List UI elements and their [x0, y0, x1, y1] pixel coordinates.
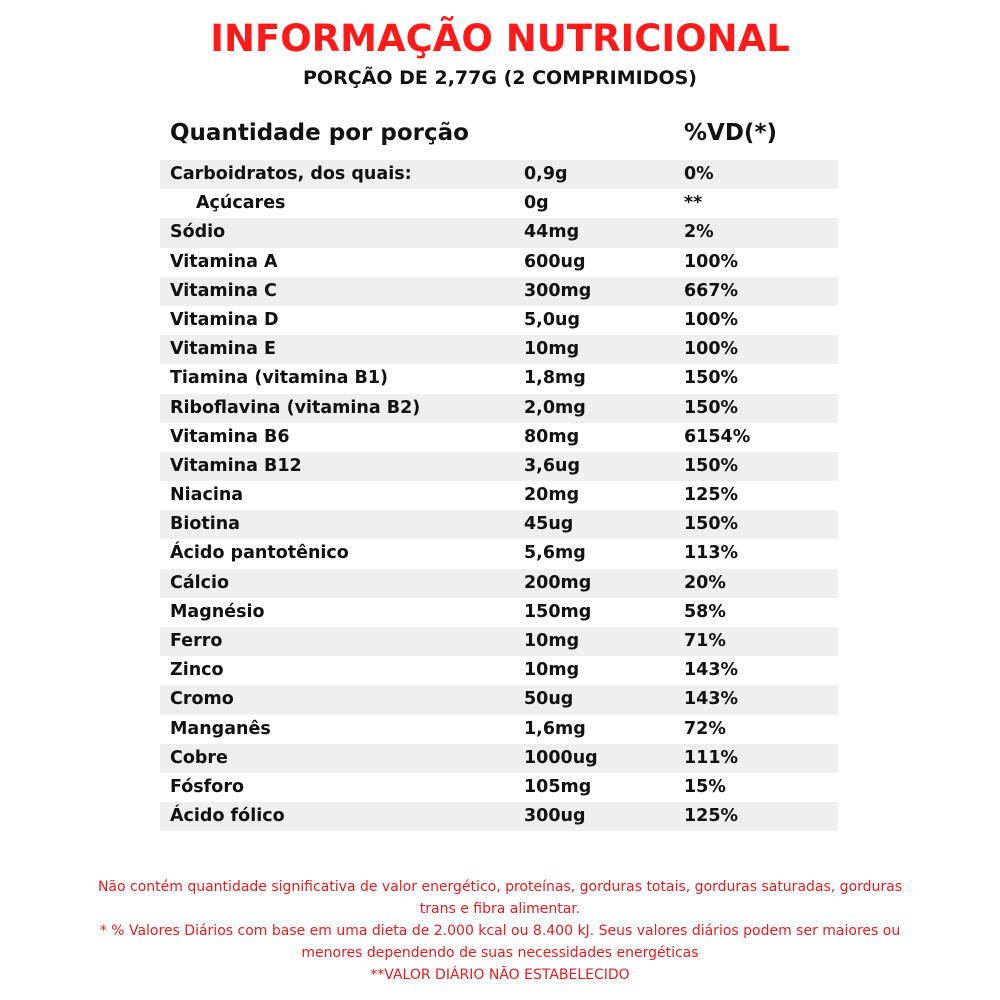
- nutrient-amount: 3,6ug: [524, 455, 580, 476]
- table-row: [160, 277, 838, 306]
- nutrient-amount: 150mg: [524, 601, 592, 622]
- table-row: [160, 598, 838, 627]
- table-row: [160, 160, 838, 189]
- table-row: [160, 335, 838, 364]
- nutrient-vd: 143%: [684, 689, 739, 710]
- nutrient-amount: 600ug: [524, 251, 586, 272]
- nutrient-vd: 58%: [684, 601, 726, 622]
- nutrient-name: Riboflavina (vitamina B2): [170, 397, 421, 418]
- nutrient-amount: 1,6mg: [524, 718, 586, 739]
- nutrient-name: Cobre: [170, 747, 228, 768]
- nutrition-table: [160, 160, 838, 831]
- serving-size-subtitle: PORÇÃO DE 2,77G (2 COMPRIMIDOS): [303, 67, 697, 89]
- nutrient-name: Zinco: [170, 660, 224, 681]
- nutrient-vd: 71%: [684, 631, 726, 651]
- table-row: [160, 656, 838, 685]
- nutrient-amount: 300mg: [524, 280, 592, 301]
- nutrient-amount: 45ug: [524, 514, 574, 535]
- nutrient-name: Carboidratos, dos quais:: [170, 164, 412, 184]
- nutrient-vd: 125%: [684, 806, 739, 827]
- nutrient-vd: 0%: [684, 164, 714, 184]
- nutrient-name: Fósforo: [170, 776, 244, 797]
- footnote-line: Não contém quantidade significativa de valor energético, proteínas, gorduras totais, gorduras saturadas, gorduras: [97, 879, 903, 895]
- nutrient-amount: 80mg: [524, 426, 580, 447]
- table-row: [160, 481, 838, 510]
- table-row: [160, 744, 838, 773]
- nutrient-amount: 5,6mg: [524, 543, 586, 564]
- table-row: [160, 248, 838, 277]
- nutrient-name: Niacina: [170, 485, 244, 506]
- nutrient-amount: 1000ug: [524, 747, 598, 768]
- table-row: [160, 394, 838, 423]
- column-header-quantity: Quantidade por porção: [170, 120, 469, 146]
- nutrient-vd: 125%: [684, 485, 739, 506]
- nutrient-amount: 10mg: [524, 660, 580, 681]
- nutrient-vd: 150%: [684, 455, 739, 476]
- nutrient-vd: 667%: [684, 280, 739, 301]
- nutrient-amount: 10mg: [524, 631, 580, 651]
- footnotes: [60, 876, 940, 986]
- nutrient-vd: 150%: [684, 514, 739, 535]
- table-header: [170, 116, 830, 156]
- nutrient-name: Vitamina E: [170, 339, 276, 360]
- nutrient-name: Manganês: [170, 718, 271, 739]
- nutrient-amount: 2,0mg: [524, 397, 586, 418]
- nutrient-name: Vitamina D: [170, 309, 279, 330]
- footnote-line: **VALOR DIÁRIO NÃO ESTABELECIDO: [370, 967, 630, 983]
- footnote-line: trans e fibra alimentar.: [419, 901, 581, 917]
- nutrient-amount: 20mg: [524, 485, 580, 506]
- nutrient-vd: 15%: [684, 776, 726, 797]
- column-header-vd: %VD(*): [684, 120, 777, 146]
- nutrient-name: Vitamina B12: [170, 455, 302, 476]
- nutrient-amount: 0g: [524, 193, 549, 214]
- table-row: [160, 685, 838, 714]
- nutrient-name: Ácido pantotênico: [170, 543, 349, 564]
- nutrient-name: Vitamina B6: [170, 426, 290, 447]
- nutrient-amount: 44mg: [524, 222, 580, 243]
- table-row: [160, 802, 838, 831]
- nutrient-vd: 111%: [684, 747, 739, 768]
- nutrient-name: Ácido fólico: [170, 806, 285, 827]
- nutrient-amount: 5,0ug: [524, 309, 580, 330]
- nutrient-amount: 0,9g: [524, 164, 568, 184]
- table-row: [160, 539, 838, 568]
- nutrient-name: Sódio: [170, 222, 226, 243]
- nutrient-amount: 50ug: [524, 689, 574, 710]
- nutrient-vd: 72%: [684, 718, 726, 739]
- table-row: [160, 189, 838, 218]
- nutrient-amount: 1,8mg: [524, 368, 586, 389]
- nutrient-vd: 6154%: [684, 426, 751, 447]
- nutrient-amount: 200mg: [524, 572, 592, 593]
- table-row: [160, 306, 838, 335]
- nutrient-vd: **: [684, 193, 703, 214]
- nutrient-vd: 113%: [684, 543, 739, 564]
- nutrient-name: Ferro: [170, 631, 223, 651]
- table-row: [160, 510, 838, 539]
- table-row: [160, 452, 838, 481]
- nutrient-name: Açúcares: [196, 193, 286, 214]
- table-row: [160, 627, 838, 656]
- nutrient-vd: 20%: [684, 572, 726, 593]
- table-row: [160, 569, 838, 598]
- table-row: [160, 423, 838, 452]
- nutrient-name: Magnésio: [170, 601, 265, 622]
- table-row: [160, 218, 838, 247]
- nutrient-amount: 300ug: [524, 806, 586, 827]
- nutrient-name: Biotina: [170, 514, 240, 535]
- nutrient-vd: 150%: [684, 368, 739, 389]
- footnote-line: menores dependendo de suas necessidades energéticas: [301, 945, 699, 961]
- page-title: INFORMAÇÃO NUTRICIONAL: [210, 17, 790, 60]
- nutrient-vd: 100%: [684, 339, 739, 360]
- nutrient-name: Cálcio: [170, 572, 230, 593]
- nutrient-vd: 100%: [684, 251, 739, 272]
- nutrient-amount: 105mg: [524, 776, 592, 797]
- nutrient-name: Vitamina C: [170, 280, 277, 301]
- footnote-line: * % Valores Diários com base em uma dieta de 2.000 kcal ou 8.400 kJ. Seus valores diários podem ser maiores ou: [99, 923, 901, 939]
- nutrient-vd: 150%: [684, 397, 739, 418]
- nutrient-vd: 100%: [684, 309, 739, 330]
- nutrient-amount: 10mg: [524, 339, 580, 360]
- nutrient-vd: 2%: [684, 222, 714, 243]
- table-row: [160, 773, 838, 802]
- table-row: [160, 715, 838, 744]
- table-row: [160, 364, 838, 393]
- nutrient-name: Tiamina (vitamina B1): [170, 368, 389, 389]
- nutrient-name: Cromo: [170, 689, 234, 710]
- nutrient-name: Vitamina A: [170, 251, 278, 272]
- nutrient-vd: 143%: [684, 660, 739, 681]
